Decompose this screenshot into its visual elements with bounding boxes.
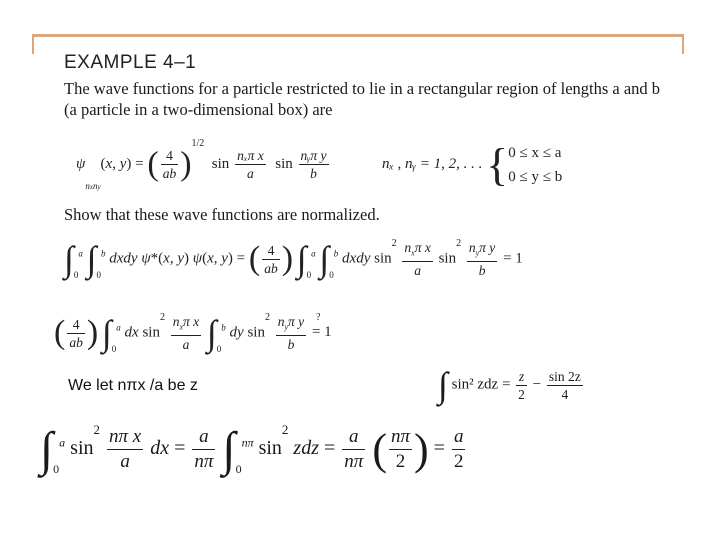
normalization-integral: ∫0$^a$ ∫0$^b$ dxdy ψ*(x, y) ψ(x, y) = ( $\frac{4}{ab}$ ) ∫0$^a$ ∫0$^b$ dxdy $\sin^2$ $\frac{n_x\pi x}{a}$ $\sin^2$ $\frac{n_y\pi y}{b}$ = 1: [64, 238, 523, 280]
reduced-integral: ( $\frac{4}{ab}$ ) ∫0$^a$ dx $\sin^2$ $\frac{n_x\pi x}{a}$ ∫0$^b$ dy $\sin^2$ $\frac{n_y\pi y}{b}$ ? = 1: [54, 312, 332, 354]
quantum-numbers: nₓ , nᵧ = 1, 2, . . .: [382, 155, 483, 172]
problem-intro: The wave functions for a particle restricted to lie in a rectangular region of lengths a and b (a particle in a two-dimensional box) are: [64, 79, 661, 119]
problem-task: Show that these wave functions are normalized.: [64, 205, 380, 224]
final-result-equation: ∫0$^a$ $\sin^2$ $\frac{\text{nπ x}}{a}$ dx = $\frac{a}{n\pi}$ $\int 0^{n\pi}$ $\sin^2$ zdz = $\frac{a}{n\pi}$ ( $\frac{n\pi}{2}$ ) = $\frac{a}{2}$: [40, 422, 464, 476]
substitution-label: We let nπx /a be z: [68, 377, 198, 394]
example-title: EXAMPLE 4–1: [64, 52, 197, 73]
slide-frame-top-border: [32, 34, 684, 37]
wavefunction-equation: ψnxny(x, y) = ( $\frac{4}{ab}$ )$^{1/2}$ sin $\frac{\text{nₓπ x}}{a}$ sin $\frac{\text{nᵧπ y}}{b}$ nₓ , nᵧ = 1, 2, . . . { 0 ≤ x ≤ a 0 ≤ y ≤ b: [76, 138, 563, 191]
slide-frame-right-border: [682, 34, 684, 54]
slide-frame-left-border: [32, 34, 34, 54]
integral-identity: ∫ sin² zdz = $\frac{z}{2}$ − $\frac{\sin 2z}{4}$: [438, 365, 581, 405]
